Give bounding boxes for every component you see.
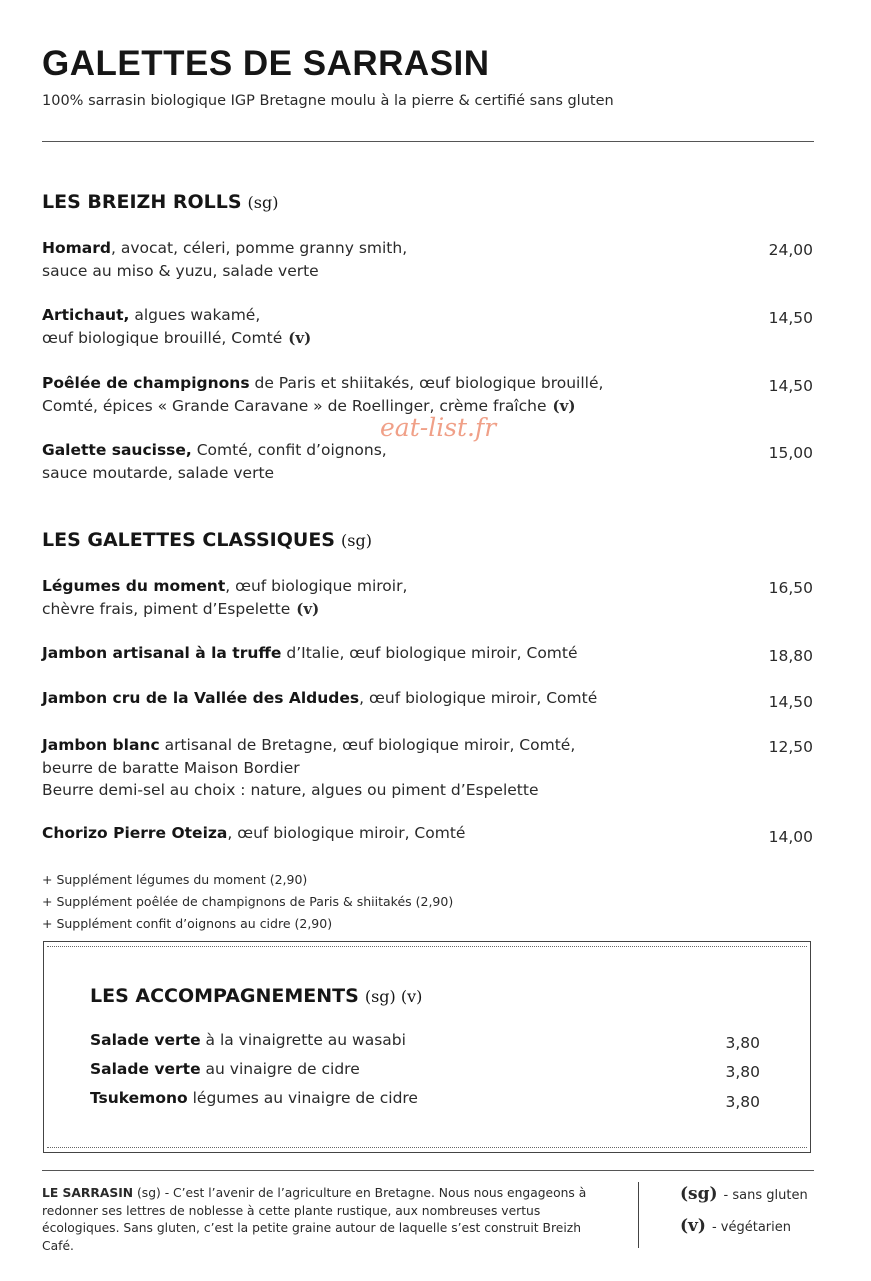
vegetarian-tag: (v) [288,328,312,347]
footer-vertical-divider [638,1182,639,1248]
footer-divider [42,1170,814,1171]
item-price: 3,80 [725,1034,760,1052]
item-desc: chèvre frais, piment d’Espelette [42,599,291,618]
item-name: Tsukemono [90,1089,188,1107]
item-name: Chorizo Pierre Oteiza [42,824,228,842]
vegetarian-tag: (v) [296,599,320,618]
gluten-free-tag: (sg) [341,531,372,550]
side-item [90,1089,418,1107]
legend-symbol: (v) [680,1216,706,1236]
item-name: Jambon blanc [42,736,160,754]
item-price: 15,00 [768,444,813,462]
item-name: Légumes du moment [42,577,226,595]
menu-item [42,304,702,349]
legend-text: - sans gluten [723,1188,808,1203]
section-title-text: LES BREIZH ROLLS [42,191,242,213]
item-name: Jambon cru de la Vallée des Aldudes [42,689,360,707]
item-price: 12,50 [768,738,813,756]
menu-item [42,734,702,802]
item-desc: d’Italie, œuf biologique miroir, Comté [281,644,578,662]
gluten-free-tag: (sg) [247,193,279,212]
item-desc: Beurre demi-sel au choix : nature, algues ou piment d’Espelette [42,781,539,799]
diet-tags: (sg) (v) [364,987,423,1006]
item-desc: Comté, confit d’oignons, [191,441,387,459]
page-subtitle: 100% sarrasin biologique IGP Bretagne moulu à la pierre & certifié sans gluten [42,93,614,109]
item-price: 18,80 [768,647,813,665]
note-label: LE SARRASIN [42,1186,134,1200]
item-desc: beurre de baratte Maison Bordier [42,758,300,777]
menu-item [42,822,702,845]
item-desc: sauce au miso & yuzu, salade verte [42,261,319,280]
supplement-item: + Supplément légumes du moment (2,90) [42,872,308,887]
sarrasin-note [42,1185,602,1255]
item-desc: , avocat, céleri, pomme granny smith, [110,239,408,257]
item-name: Poêlée de champignons [42,374,250,392]
item-name: Jambon artisanal à la truffe [42,644,282,662]
side-item [90,1060,360,1078]
section-title-text: LES GALETTES CLASSIQUES [42,529,335,551]
item-price: 14,50 [768,377,813,395]
item-desc: algues wakamé, [129,306,261,324]
legend-symbol: (sg) [680,1184,718,1204]
item-name: Artichaut, [42,306,130,324]
note-tag: (sg) - [133,1186,170,1200]
supplement-list [42,869,453,935]
box-dotted-line [47,946,807,947]
side-item [90,1031,406,1049]
item-price: 14,00 [768,828,813,846]
item-name: Galette saucisse, [42,441,192,459]
box-dotted-line [47,1147,807,1148]
section-title-classiques [42,529,372,551]
item-desc: sauce moutarde, salade verte [42,463,275,482]
item-desc: légumes au vinaigre de cidre [187,1089,418,1107]
section-title-accompagnements [90,985,422,1007]
item-desc: à la vinaigrette au wasabi [200,1031,406,1049]
section-title-breizh-rolls [42,191,278,213]
menu-item [42,237,702,282]
menu-item [42,575,702,620]
vegetarian-tag: (v) [552,396,576,415]
watermark: eat-list.fr [380,413,497,442]
menu-item [42,372,722,417]
item-desc: au vinaigre de cidre [200,1060,360,1078]
item-desc: œuf biologique brouillé, Comté [42,328,283,347]
item-desc: de Paris et shiitakés, œuf biologique brouillé, [249,374,604,392]
item-name: Salade verte [90,1060,201,1078]
item-price: 16,50 [768,579,813,597]
item-price: 3,80 [725,1063,760,1081]
note-text: C’est l’avenir de l’agriculture en Bretagne. Nous nous engageons à redonner ses lettres de noblesse à cette plante rustique, aux nombreuses vertus écologiques. Sans gluten, c’est la petite graine autour de laquelle s’est construit Breizh Café. [42,1186,587,1253]
supplement-item: + Supplément confit d’oignons au cidre (2,90) [42,916,333,931]
page-title: GALETTES DE SARRASIN [42,44,490,83]
item-name: Salade verte [90,1031,201,1049]
legend-vegetarian [680,1216,791,1236]
item-name: Homard [42,239,111,257]
item-price: 3,80 [725,1093,760,1111]
menu-item [42,642,702,665]
item-desc: , œuf biologique miroir, Comté [359,689,598,707]
header-divider [42,141,814,142]
item-desc: , œuf biologique miroir, [225,577,408,595]
item-price: 14,50 [768,309,813,327]
item-price: 14,50 [768,693,813,711]
item-desc: , œuf biologique miroir, Comté [227,824,466,842]
supplement-item: + Supplément poêlée de champignons de Paris & shiitakés (2,90) [42,894,454,909]
legend-text: - végétarien [711,1220,791,1235]
menu-item [42,687,702,710]
menu-item [42,439,702,484]
item-desc: Comté, épices « Grande Caravane » de Roellinger, crème fraîche [42,396,547,415]
item-desc: artisanal de Bretagne, œuf biologique miroir, Comté, [159,736,576,754]
legend-gluten-free [680,1184,808,1204]
section-title-text: LES ACCOMPAGNEMENTS [90,985,359,1007]
item-price: 24,00 [768,241,813,259]
